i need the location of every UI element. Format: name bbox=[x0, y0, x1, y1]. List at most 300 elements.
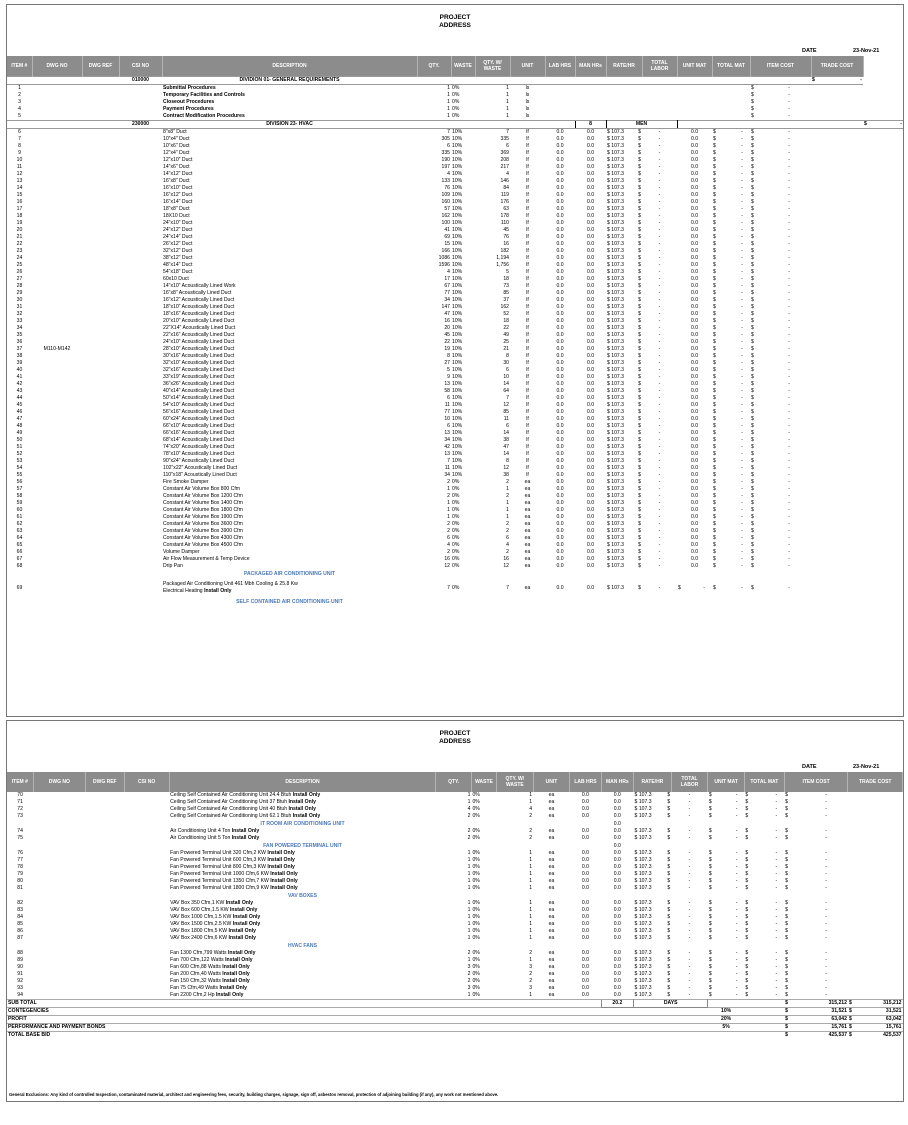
unit-mat: 0.0 bbox=[690, 500, 699, 506]
item-qty: 77 bbox=[444, 409, 450, 415]
item-description: 110"x18" Acoustically Lined Duct bbox=[163, 472, 237, 478]
lab-hrs: 0.0 bbox=[556, 556, 564, 562]
trade-cost bbox=[811, 360, 863, 367]
lab-hrs: 0.0 bbox=[556, 171, 564, 177]
trade-cost bbox=[811, 521, 863, 528]
man-hrs: 0.0 bbox=[586, 290, 595, 296]
csi-number bbox=[119, 409, 162, 416]
unit-mat: $ - bbox=[708, 835, 738, 841]
dwg-number bbox=[32, 136, 82, 143]
unit-mat: 0.0 bbox=[690, 136, 699, 142]
dwg-ref bbox=[85, 992, 124, 1000]
unit-mat: 0.0 bbox=[690, 157, 699, 163]
item-cost: $ - bbox=[751, 178, 790, 184]
item-waste: 10% bbox=[452, 150, 463, 156]
total-mat: $ - bbox=[713, 563, 743, 569]
man-hrs: 0.0 bbox=[586, 556, 595, 562]
man-hrs: 0.0 bbox=[586, 430, 595, 436]
item-unit: lf bbox=[526, 437, 529, 443]
item-description: 18"x10" Acoustically Lined Duct bbox=[163, 304, 235, 310]
column-header: CSI NO bbox=[124, 772, 169, 792]
dwg-number bbox=[33, 871, 85, 878]
item-number: 26 bbox=[16, 269, 23, 275]
item-description: Payment Procedures bbox=[163, 106, 214, 112]
item-qty-waste: 1 bbox=[529, 921, 533, 927]
item-number: 28 bbox=[16, 283, 23, 289]
unit-mat: 0.0 bbox=[690, 206, 699, 212]
dwg-number bbox=[32, 500, 82, 507]
trade-cost bbox=[811, 136, 863, 143]
rate-per-hour: $ 107.3 $ bbox=[634, 813, 671, 819]
dwg-number: M110-M142 bbox=[43, 346, 71, 352]
item-number: 57 bbox=[16, 486, 23, 492]
item-qty-waste: 2 bbox=[506, 493, 509, 499]
unit-mat: 0.0 bbox=[690, 290, 699, 296]
dwg-number bbox=[32, 339, 82, 346]
man-hrs: 0.0 bbox=[613, 850, 621, 856]
column-header: DWG NO bbox=[32, 56, 82, 77]
csi-number: 010000 bbox=[119, 77, 162, 85]
table-row bbox=[7, 178, 903, 185]
total-mat: $ - bbox=[713, 157, 743, 163]
total-labor: - bbox=[658, 549, 661, 555]
item-number: 51 bbox=[16, 444, 23, 450]
unit-mat: 0.0 bbox=[690, 395, 699, 401]
item-qty-waste: 18 bbox=[503, 276, 509, 282]
item-description: Fan 75 Cfm,49 Watts Install Only bbox=[170, 985, 247, 991]
dwg-number bbox=[33, 900, 85, 907]
trade-cost: $ - bbox=[812, 77, 862, 83]
item-description: 16"x14" Duct bbox=[163, 199, 193, 205]
dwg-ref bbox=[82, 549, 119, 556]
unit-mat: 0.0 bbox=[690, 164, 699, 170]
rate-per-hour: $ 107.3 $ bbox=[607, 360, 641, 366]
total-mat: $ - bbox=[713, 136, 743, 142]
item-number: 22 bbox=[16, 241, 23, 247]
total-labor: - bbox=[688, 864, 691, 870]
item-qty-waste: 2 bbox=[506, 521, 509, 527]
item-description: 48"x14" Duct bbox=[163, 262, 193, 268]
total-labor: - bbox=[658, 521, 661, 527]
item-qty: 47 bbox=[444, 311, 450, 317]
item-qty: 1 bbox=[467, 792, 471, 798]
item-number: 8 bbox=[18, 143, 21, 149]
item-unit: lf bbox=[526, 290, 529, 296]
item-qty: 6 bbox=[447, 143, 450, 149]
item-qty-waste: 38 bbox=[503, 472, 509, 478]
table-row bbox=[7, 353, 903, 360]
column-header: DESCRIPTION bbox=[162, 56, 417, 77]
item-number: 66 bbox=[16, 549, 23, 555]
item-description: Closeout Procedures bbox=[163, 99, 215, 105]
item-unit: ea bbox=[548, 828, 555, 834]
total-labor: - bbox=[658, 430, 661, 436]
rate-per-hour: $ 107.3 $ bbox=[607, 409, 641, 415]
dwg-number bbox=[33, 857, 85, 864]
item-number: 52 bbox=[16, 451, 23, 457]
dwg-number bbox=[32, 444, 82, 451]
rate-per-hour: $ 107.3 $ bbox=[634, 900, 671, 906]
dwg-ref bbox=[82, 346, 119, 353]
lab-hrs: 0.0 bbox=[556, 388, 564, 394]
item-cost: $ - bbox=[751, 262, 790, 268]
dwg-number bbox=[32, 171, 82, 178]
item-description: Packaged Air Conditioning Unit 461 Mbh Cooling & 25.8 Kw Electrical Heating Install Only bbox=[163, 581, 298, 594]
dwg-ref bbox=[82, 220, 119, 227]
total-mat: $ - bbox=[713, 381, 743, 387]
item-description: Constant Air Volume Box 1800 Cfm bbox=[163, 507, 243, 513]
unit-mat: 0.0 bbox=[690, 332, 699, 338]
item-qty-waste: 52 bbox=[503, 311, 509, 317]
item-qty-waste: 1 bbox=[529, 878, 533, 884]
csi-number bbox=[124, 806, 169, 813]
unit-mat: 0.0 bbox=[690, 283, 699, 289]
man-hrs: 0.0 bbox=[586, 304, 595, 310]
item-qty-waste: 1 bbox=[529, 857, 533, 863]
item-waste: 0% bbox=[452, 584, 460, 591]
table-row bbox=[7, 423, 903, 430]
item-qty-waste: 1 bbox=[529, 792, 533, 798]
table-row bbox=[7, 528, 903, 535]
item-number: 55 bbox=[16, 472, 23, 478]
item-description: 24"x10" Duct bbox=[163, 220, 193, 226]
item-cost: $ - bbox=[751, 276, 790, 282]
item-waste: 10% bbox=[452, 311, 463, 317]
column-header: RATE/HR bbox=[606, 56, 642, 77]
total-mat: $ - bbox=[713, 549, 743, 555]
item-number: 67 bbox=[16, 556, 23, 562]
dwg-number bbox=[32, 311, 82, 318]
total-mat: $ - bbox=[745, 957, 778, 963]
item-qty-waste: 1 bbox=[506, 92, 509, 98]
man-hrs: 0.0 bbox=[586, 276, 595, 282]
item-unit: ea bbox=[548, 964, 555, 970]
column-header: ITEM COST bbox=[750, 56, 811, 77]
csi-number bbox=[119, 563, 162, 570]
item-description: Air Conditioning Unit 4 Ton Install Only bbox=[170, 828, 260, 834]
rate-per-hour: $ 107.3 $ bbox=[607, 276, 641, 282]
item-waste: 10% bbox=[452, 269, 463, 275]
item-unit: lf bbox=[526, 178, 529, 184]
lab-hrs: 0.0 bbox=[556, 339, 564, 345]
table-row bbox=[7, 900, 903, 907]
dwg-number bbox=[32, 556, 82, 563]
item-qty: 1 bbox=[467, 850, 471, 856]
trade-cost bbox=[811, 241, 863, 248]
total-mat: $ - bbox=[713, 325, 743, 331]
item-cost: $ - bbox=[751, 248, 790, 254]
item-description: Fan 150 Cfm,32 Watts Install Only bbox=[170, 978, 250, 984]
lab-hrs: 0.0 bbox=[556, 374, 564, 380]
item-cost: $ - bbox=[785, 971, 827, 977]
man-hrs: 0.0 bbox=[586, 437, 595, 443]
lab-hrs: 0.0 bbox=[556, 360, 564, 366]
dwg-ref bbox=[85, 985, 124, 992]
table-row bbox=[7, 957, 903, 964]
item-waste: 0% bbox=[472, 806, 480, 812]
table-row bbox=[7, 409, 903, 416]
item-waste: 10% bbox=[452, 206, 463, 212]
total-labor: - bbox=[658, 437, 661, 443]
lab-hrs: 0.0 bbox=[556, 297, 564, 303]
unit-mat: 0.0 bbox=[690, 143, 699, 149]
item-qty: 7 bbox=[447, 458, 450, 464]
trade-cost bbox=[811, 395, 863, 402]
table-row bbox=[7, 493, 903, 500]
total-mat: $ - bbox=[713, 528, 743, 534]
item-cost: $ - bbox=[751, 99, 790, 105]
total-labor: - bbox=[688, 921, 691, 927]
item-number: 36 bbox=[16, 339, 23, 345]
rate-per-hour: $ 107.3 $ bbox=[634, 907, 671, 913]
csi-number bbox=[119, 234, 162, 241]
item-cost: $ - bbox=[785, 992, 827, 998]
dwg-number bbox=[32, 535, 82, 542]
item-number: 2 bbox=[18, 92, 21, 98]
item-cost: $ - bbox=[751, 528, 790, 534]
item-number: 45 bbox=[16, 402, 23, 408]
item-waste: 0% bbox=[452, 493, 460, 499]
man-hrs: 0.0 bbox=[613, 878, 621, 884]
trade-cost bbox=[811, 255, 863, 262]
item-number: 73 bbox=[17, 813, 23, 819]
item-qty-waste: 6 bbox=[506, 423, 509, 429]
total-mat: $ - bbox=[745, 792, 778, 798]
csi-number bbox=[119, 213, 162, 220]
item-description: 18X10 Duct bbox=[163, 213, 190, 219]
item-waste: 10% bbox=[452, 325, 463, 331]
column-header: UNIT MAT bbox=[708, 772, 745, 792]
item-description: Constant Air Volume Box 3600 Cfm bbox=[163, 521, 243, 527]
lab-hrs: 0.0 bbox=[581, 907, 589, 913]
trade-cost bbox=[811, 199, 863, 206]
table-row bbox=[7, 199, 903, 206]
man-hrs: 0.0 bbox=[613, 964, 621, 970]
total-mat: $ - bbox=[713, 535, 743, 541]
man-hrs: 0.0 bbox=[586, 234, 595, 240]
item-number: 3 bbox=[18, 99, 21, 105]
total-mat: $ - bbox=[745, 935, 778, 941]
dwg-ref bbox=[85, 835, 124, 842]
total-labor: - bbox=[658, 297, 661, 303]
item-waste: 10% bbox=[452, 164, 463, 170]
total-mat: $ - bbox=[713, 220, 743, 226]
table-row bbox=[7, 360, 903, 367]
item-waste: 0% bbox=[452, 556, 460, 562]
total-mat: $ - bbox=[713, 339, 743, 345]
dwg-ref bbox=[82, 129, 119, 137]
table-row bbox=[7, 234, 903, 241]
item-qty: 9 bbox=[447, 374, 450, 380]
table-row bbox=[7, 164, 903, 171]
table-row bbox=[7, 964, 903, 971]
item-waste: 10% bbox=[452, 227, 463, 233]
dwg-ref bbox=[82, 339, 119, 346]
item-qty-waste: 1 bbox=[529, 885, 533, 891]
item-cost: $ - bbox=[751, 157, 790, 163]
trade-cost bbox=[811, 311, 863, 318]
total-labor: - bbox=[688, 857, 691, 863]
item-qty: 67 bbox=[444, 283, 450, 289]
item-qty: 34 bbox=[444, 297, 450, 303]
trade-cost bbox=[811, 178, 863, 185]
total-mat: $ - bbox=[713, 255, 743, 261]
dwg-number bbox=[33, 806, 85, 813]
item-number: 59 bbox=[16, 500, 23, 506]
item-qty-waste: 7 bbox=[506, 395, 509, 401]
item-qty: 42 bbox=[444, 444, 450, 450]
unit-mat: $ - bbox=[708, 914, 738, 920]
csi-number bbox=[119, 430, 162, 437]
item-unit: lf bbox=[526, 402, 529, 408]
rate-per-hour: $ 107.3 $ bbox=[607, 416, 641, 422]
project-address-2: ADDRESS bbox=[439, 738, 471, 745]
total-labor: - bbox=[658, 493, 661, 499]
rate-per-hour: $ 107.3 $ bbox=[607, 465, 641, 471]
item-qty-waste: 1 bbox=[506, 514, 509, 520]
item-description: 90"x24" Acoustically Lined Duct bbox=[163, 458, 235, 464]
rate-per-hour: $ 107.3 $ bbox=[607, 563, 641, 569]
csi-number bbox=[119, 297, 162, 304]
item-number: 81 bbox=[17, 885, 23, 891]
unit-mat: 0.0 bbox=[690, 521, 699, 527]
total-label: PERFORMANCE AND PAYMENT BONDS bbox=[7, 1024, 436, 1032]
total-mat: $ - bbox=[713, 465, 743, 471]
total-percent: 5% bbox=[708, 1024, 745, 1032]
table-row bbox=[7, 129, 903, 137]
item-unit: ea bbox=[548, 957, 555, 963]
item-cost: $ - bbox=[751, 185, 790, 191]
csi-number bbox=[124, 799, 169, 806]
total-labor: - bbox=[688, 964, 691, 970]
item-description: Fan Powered Terminal Unit 600 Cfm,3 KW Install Only bbox=[170, 857, 295, 863]
item-description: 16"x8" Duct bbox=[163, 178, 190, 184]
column-header: TRADE COST bbox=[811, 56, 863, 77]
item-waste: 10% bbox=[452, 283, 463, 289]
unit-mat: 0.0 bbox=[690, 311, 699, 317]
rate-per-hour: $ 107.3 $ bbox=[607, 311, 641, 317]
total-mat: $ - bbox=[713, 283, 743, 289]
item-description: Constant Air Volume Box 4500 Cfm bbox=[163, 542, 243, 548]
item-cost: $ - bbox=[785, 914, 827, 920]
unit-mat: 0.0 bbox=[690, 192, 699, 198]
column-header: UNIT MAT bbox=[677, 56, 712, 77]
man-hrs: 0.0 bbox=[586, 283, 595, 289]
dwg-ref bbox=[85, 871, 124, 878]
dwg-ref bbox=[82, 360, 119, 367]
rate-per-hour: $ 107.3 $ bbox=[607, 171, 641, 177]
item-cost: $ - bbox=[785, 978, 827, 984]
rate-per-hour: $ 107.3 $ bbox=[607, 486, 641, 492]
item-unit: ea bbox=[524, 584, 531, 591]
man-hrs: 0.0 bbox=[586, 402, 595, 408]
total-labor: - bbox=[658, 262, 661, 268]
lab-hrs: 0.0 bbox=[581, 799, 589, 805]
table-row bbox=[7, 472, 903, 479]
item-cost: $ - bbox=[751, 213, 790, 219]
csi-number bbox=[119, 395, 162, 402]
trade-cost bbox=[848, 835, 903, 842]
item-number: 49 bbox=[16, 430, 23, 436]
item-number: 88 bbox=[17, 950, 23, 956]
item-cost: $ - bbox=[751, 444, 790, 450]
total-labor: - bbox=[658, 346, 661, 352]
item-unit: ea bbox=[524, 500, 531, 506]
rate-per-hour: $ 107.3 $ bbox=[634, 835, 671, 841]
unit-mat: $ - bbox=[708, 792, 738, 798]
total-labor: - bbox=[658, 381, 661, 387]
item-number: 65 bbox=[16, 542, 23, 548]
item-unit: lf bbox=[526, 409, 529, 415]
item-qty: 7 bbox=[447, 584, 450, 591]
csi-number bbox=[119, 479, 162, 486]
total-labor: - bbox=[658, 535, 661, 541]
column-header: TOTAL LABOR bbox=[671, 772, 708, 792]
total-labor: - bbox=[688, 885, 691, 891]
trade-cost bbox=[811, 227, 863, 234]
item-cost: $ - bbox=[751, 325, 790, 331]
item-number: 93 bbox=[17, 985, 23, 991]
rate-per-hour: $ 107.3 $ bbox=[634, 950, 671, 956]
table-row bbox=[7, 416, 903, 423]
unit-mat: $ - bbox=[708, 850, 738, 856]
item-number: 13 bbox=[16, 178, 23, 184]
unit-mat: $ - bbox=[708, 864, 738, 870]
dwg-number bbox=[32, 528, 82, 535]
lab-hrs: 0.0 bbox=[581, 964, 589, 970]
csi-number bbox=[124, 950, 169, 957]
total-mat: $ - bbox=[745, 850, 778, 856]
csi-number bbox=[119, 472, 162, 479]
trade-cost bbox=[848, 900, 903, 907]
trade-cost bbox=[811, 507, 863, 514]
dwg-number bbox=[32, 549, 82, 556]
csi-number bbox=[119, 486, 162, 493]
unit-mat: 0.0 bbox=[690, 129, 699, 135]
total-labor: - bbox=[658, 318, 661, 324]
rate-per-hour: $ 107.3 $ bbox=[607, 136, 641, 142]
rate-per-hour: $ 107.3 $ bbox=[607, 500, 641, 506]
lab-hrs: 0.0 bbox=[556, 157, 564, 163]
item-unit: ea bbox=[548, 935, 555, 941]
table-row bbox=[7, 549, 903, 556]
item-qty: 197 bbox=[441, 164, 450, 170]
lab-hrs: 0.0 bbox=[556, 136, 564, 142]
unit-mat: 0.0 bbox=[690, 416, 699, 422]
trade-cost bbox=[848, 964, 903, 971]
unit-mat: $ - bbox=[708, 799, 738, 805]
lab-hrs: 0.0 bbox=[556, 213, 564, 219]
total-labor: - bbox=[688, 935, 691, 941]
trade-cost bbox=[811, 549, 863, 556]
unit-mat: 0.0 bbox=[690, 220, 699, 226]
dwg-number bbox=[33, 950, 85, 957]
dwg-number bbox=[32, 493, 82, 500]
total-labor: - bbox=[658, 129, 661, 135]
total-labor: - bbox=[658, 143, 661, 149]
trade-cost bbox=[811, 451, 863, 458]
total-labor: - bbox=[688, 950, 691, 956]
unit-mat: 0.0 bbox=[690, 367, 699, 373]
table-row bbox=[7, 374, 903, 381]
item-qty-waste: 8 bbox=[506, 458, 509, 464]
item-waste: 0% bbox=[472, 957, 480, 963]
trade-cost bbox=[811, 556, 863, 563]
dwg-number bbox=[32, 255, 82, 262]
table-row bbox=[7, 864, 903, 871]
column-header: ITEM COST bbox=[784, 772, 848, 792]
item-qty-waste: 1 bbox=[506, 99, 509, 105]
